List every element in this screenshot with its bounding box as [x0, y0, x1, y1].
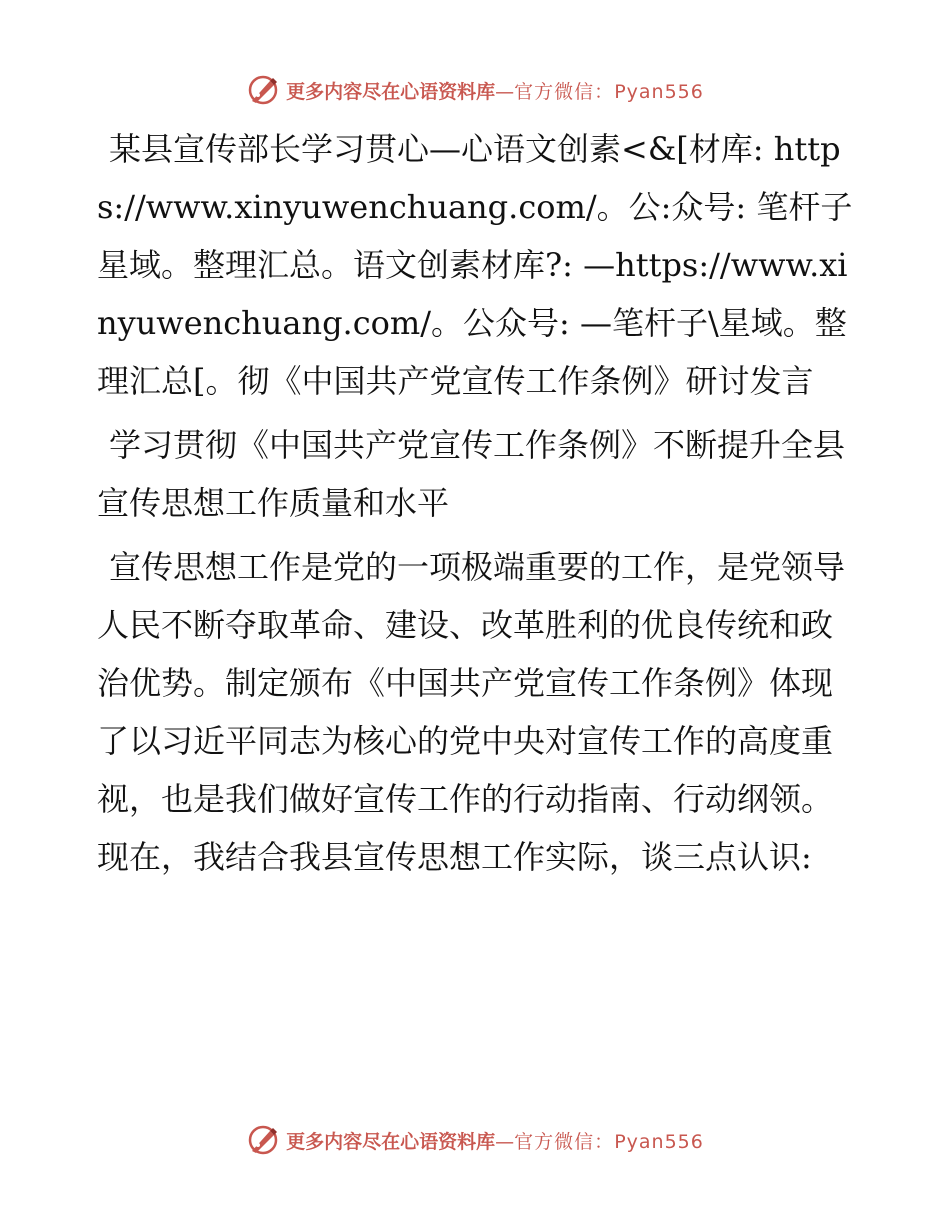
pen-logo-icon [246, 73, 280, 107]
watermark-wechat-label: 官方微信： [514, 80, 615, 103]
watermark-brand: 更多内容尽在心语资料库 [286, 80, 496, 103]
pen-logo-icon [246, 1123, 280, 1157]
document-body [97, 120, 857, 886]
watermark-wechat-id: Pyan556 [614, 80, 704, 103]
watermark-dash: — [495, 1130, 515, 1153]
watermark-text [286, 1127, 704, 1154]
watermark-wechat-id: Pyan556 [614, 1130, 704, 1153]
intro-paragraph: 某县宣传部长学习贯心—心语文创素<&[材库: https://www.xinyuwenchuang.com/。公:众号: 笔杆子星域。整理汇总。语文创素材库?: —https://www.xinyuwenchuang.com/。公众号: —笔杆子\星域。整理汇总[。彻《中国共产党宣传工作条例》研讨发言 [97, 130, 853, 400]
title-paragraph: 学习贯彻《中国共产党宣传工作条例》不断提升全县宣传思想工作质量和水平 [97, 426, 846, 522]
watermark-text [286, 77, 704, 104]
watermark-wechat-label: 官方微信： [514, 1130, 615, 1153]
footer-watermark [0, 1120, 950, 1160]
watermark-dash: — [495, 80, 515, 103]
header-watermark [0, 70, 950, 110]
watermark-brand: 更多内容尽在心语资料库 [286, 1130, 496, 1153]
body-paragraph: 宣传思想工作是党的一项极端重要的工作，是党领导人民不断夺取革命、建设、改革胜利的优良传统和政治优势。制定颁布《中国共产党宣传工作条例》体现了以习近平同志为核心的党中央对宣传工作的高度重视，也是我们做好宣传工作的行动指南、行动纲领。现在，我结合我县宣传思想工作实际，谈三点认识: [97, 548, 846, 876]
